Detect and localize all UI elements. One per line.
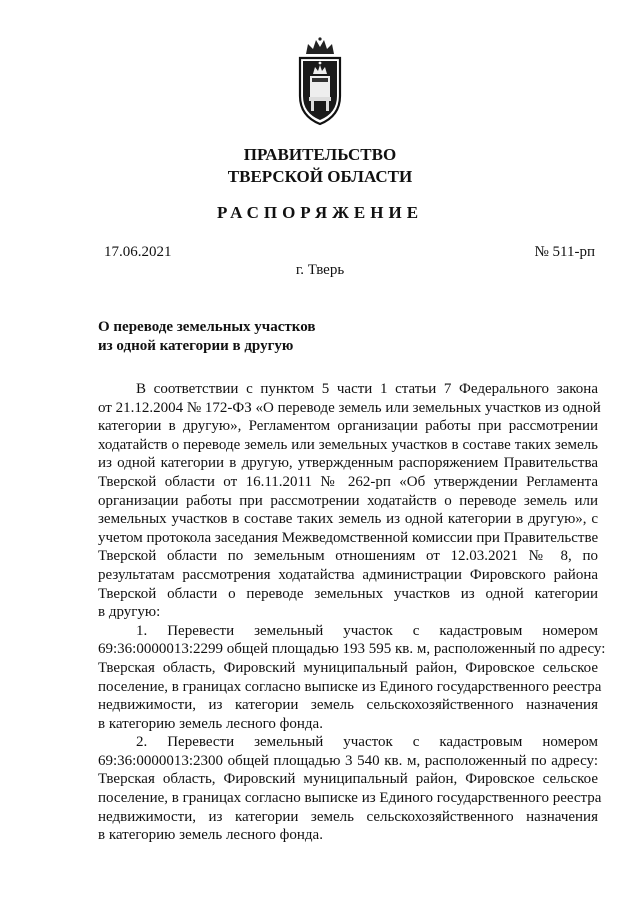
body-line: результатам рассмотрения ходатайства администрации Фировского района	[98, 566, 598, 583]
body-line: поселение, в границах согласно выписке из Единого государственного реестра	[98, 678, 602, 695]
body-line: 2. Перевести земельный участок с кадастровым номером	[136, 734, 598, 751]
body-line: недвижимости, из категории земель сельскохозяйственного назначения	[98, 697, 598, 714]
document-subject	[98, 318, 315, 356]
document-city: г. Тверь	[295, 262, 345, 278]
body-line: поселение, в границах согласно выписке из Единого государственного реестра	[98, 790, 602, 807]
body-line: в категорию земель лесного фонда.	[98, 715, 323, 732]
document-body	[98, 380, 606, 845]
document-type-title: РАСПОРЯЖЕНИЕ	[216, 203, 424, 222]
organization-name-line1: ПРАВИТЕЛЬСТВО	[243, 145, 397, 164]
subject-line2: из одной категории в другую	[98, 338, 294, 354]
organization-name-line2: ТВЕРСКОЙ ОБЛАСТИ	[227, 167, 413, 186]
subject-line1: О переводе земельных участков	[98, 319, 316, 335]
document-date: 17.06.2021	[104, 244, 172, 260]
body-line: от 21.12.2004 № 172-ФЗ «О переводе земель или земельных участков из одной	[98, 399, 601, 416]
body-line: организации работы при рассмотрении ходатайств о переводе земель или	[98, 492, 598, 509]
body-line: 69:36:0000013:2299 общей площадью 193 595 кв. м, расположенный по адресу:	[98, 641, 606, 658]
body-line: в категорию земель лесного фонда.	[98, 827, 323, 844]
body-line: в другую:	[98, 604, 161, 621]
tver-coat-of-arms-icon	[292, 36, 348, 126]
body-line: Тверская область, Фировский муниципальный район, Фировское сельское	[98, 771, 598, 788]
body-line: категории в другую», Регламентом организации работы при рассмотрении	[98, 418, 598, 435]
body-line: 1. Перевести земельный участок с кадастровым номером	[136, 622, 598, 639]
body-line: земельных участков в составе таких земель из одной категории в другую», с	[98, 511, 598, 528]
body-line: недвижимости, из категории земель сельскохозяйственного назначения	[98, 808, 598, 825]
body-line: 69:36:0000013:2300 общей площадью 3 540 кв. м, расположенный по адресу:	[98, 752, 598, 769]
body-line: Тверская область, Фировский муниципальный район, Фировское сельское	[98, 659, 598, 676]
document-number: № 511-рп	[534, 244, 595, 260]
body-line: Тверской области по земельным отношениям от 12.03.2021 № 8, по	[98, 548, 598, 565]
body-line: Тверской области от 16.11.2011 № 262-рп «Об утверждении Регламента	[98, 473, 598, 490]
body-line: из одной категории в другую, утвержденным распоряжением Правительства	[98, 455, 598, 472]
body-line: Тверской области о переводе земельных участков из одной категории	[98, 585, 598, 602]
body-line: ходатайств о переводе земель или земельных участков в составе таких земель	[98, 436, 598, 453]
body-line: В соответствии с пунктом 5 части 1 статьи 7 Федерального закона	[136, 381, 598, 397]
body-line: учетом протокола заседания Межведомственной комиссии при Правительстве	[98, 529, 599, 546]
